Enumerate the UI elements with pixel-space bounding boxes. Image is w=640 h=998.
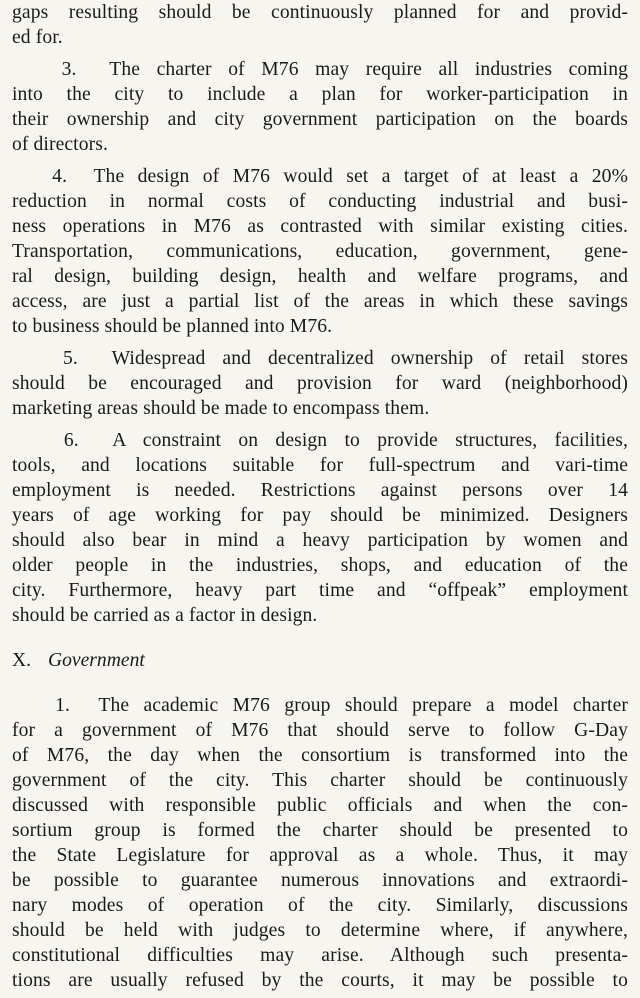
text-line: to business should be planned into M76. [12, 316, 333, 337]
text-line: tions are usually refused by the courts, it may be possible to [12, 970, 628, 991]
paragraph-item-6 [12, 428, 628, 628]
text-line: of directors. [12, 134, 108, 155]
paragraph-government-1 [12, 693, 628, 993]
text-line: 1. The academic M76 group should prepare a model charter [12, 695, 628, 716]
text-line: 5. Widespread and decentralized ownership of retail stores [12, 348, 628, 369]
text-line: Transportation, communications, education, government, gene- [12, 241, 628, 262]
text-line: sortium group is formed the charter should be presented to [12, 820, 628, 841]
section-number: X. [12, 650, 32, 671]
text-line: ed for. [12, 27, 63, 48]
text-line: marketing areas should be made to encompass them. [12, 398, 430, 419]
text-line: city. Furthermore, heavy part time and “offpeak” employment [12, 580, 628, 601]
text-line: government of the city. This charter should be continuously [12, 770, 628, 791]
paragraph-item-3 [12, 57, 628, 157]
section-title: Government [47, 650, 145, 671]
text-line: years of age working for pay should be minimized. Designers [12, 505, 628, 526]
paragraph-item-4 [12, 164, 628, 339]
text-line: be possible to guarantee numerous innovations and extraordi- [12, 870, 628, 891]
text-line: 6. A constraint on design to provide structures, facilities, [12, 430, 628, 451]
text-line: 4. The design of M76 would set a target of at least a 20% [12, 166, 628, 187]
text-line: reduction in normal costs of conducting industrial and busi- [12, 191, 628, 212]
text-line: for a government of M76 that should serve to follow G-Day [12, 720, 628, 741]
text-line: ral design, building design, health and welfare programs, and [12, 266, 628, 287]
text-line: should also bear in mind a heavy participation by women and [12, 530, 628, 551]
text-line: should be held with judges to determine where, if anywhere, [12, 920, 628, 941]
text-line: the State Legislature for approval as a whole. Thus, it may [12, 845, 628, 866]
section-heading [12, 648, 628, 673]
text-line: tools, and locations suitable for full-spectrum and vari-time [12, 455, 628, 476]
text-line: into the city to include a plan for worker-participation in [12, 84, 628, 105]
text-line: 3. The charter of M76 may require all industries coming [12, 59, 628, 80]
text-line: gaps resulting should be continuously planned for and provid- [12, 2, 628, 23]
paragraph-continuation [12, 0, 628, 50]
text-line: employment is needed. Restrictions against persons over 14 [12, 480, 628, 501]
text-line: access, are just a partial list of the areas in which these savings [12, 291, 628, 312]
text-line: ness operations in M76 as contrasted with similar existing cities. [12, 216, 628, 237]
text-line: discussed with responsible public officials and when the con- [12, 795, 628, 816]
text-line: should be carried as a factor in design. [12, 605, 318, 626]
text-line: of M76, the day when the consortium is transformed into the [12, 745, 628, 766]
text-line: older people in the industries, shops, and education of the [12, 555, 628, 576]
text-line: nary modes of operation of the city. Similarly, discussions [12, 895, 628, 916]
text-line: constitutional difficulties may arise. Although such presenta- [12, 945, 628, 966]
text-line: should be encouraged and provision for ward (neighborhood) [12, 373, 628, 394]
paragraph-item-5 [12, 346, 628, 421]
text-line: their ownership and city government participation on the boards [12, 109, 628, 130]
